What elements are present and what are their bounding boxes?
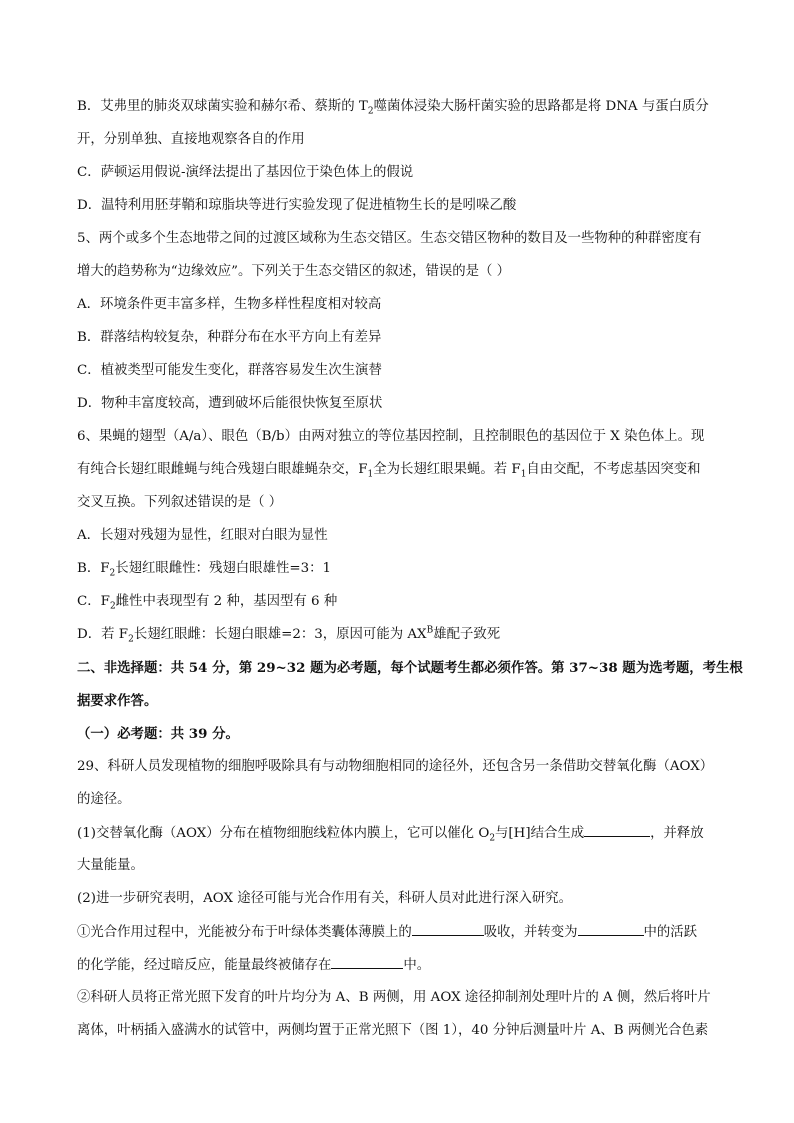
question-5-stem-2: 增大的趋势称为“边缘效应”。下列关于生态交错区的叙述，错误的是（ ） xyxy=(77,264,511,279)
q29-part-2-1: ①光合作用过程中，光能被分布于叶绿体类囊体薄膜上的 吸收，并转变为 中的活跃 xyxy=(77,922,727,942)
option-b-line-1: B．艾弗里的肺炎双球菌实验和赫尔希、蔡斯的 $T_2$噬菌体浸染大肠杆菌实验的思路都是将 DNA 与蛋白质分 xyxy=(77,99,709,117)
answer-blank[interactable] xyxy=(331,955,403,969)
question-29-stem-1: 29、科研人员发现植物的细胞呼吸除具有与动物细胞相同的途径外，还包含另一条借助交替氧化酶（AOX） xyxy=(77,759,714,774)
q29-part-2: (2)进一步研究表明，AOX 途径可能与光合作用有关，科研人员对此进行深入研究。 xyxy=(77,891,573,906)
q5-option-d: D．物种丰富度较高，遭到破坏后能很快恢复至原状 xyxy=(77,396,383,411)
q6-option-b: B．$F_2$长翅红眼雌性：残翅白眼雄性=3：1 xyxy=(77,561,331,579)
section-2-heading-1: 二、非选择题：共 54 分，第 29~32 题为必考题，每个试题考生都必须作答。第 37~38 题为选考题，考生根 xyxy=(77,660,743,676)
required-questions-heading: （一）必考题：共 39 分。 xyxy=(77,726,239,742)
q29-part-2-2-cont: 离体，叶柄插入盛满水的试管中，两侧均置于正常光照下（图 1），40 分钟后测量叶片 A、B 两侧光合色素 xyxy=(77,1023,709,1038)
q6-option-c: C．$F_2$雌性中表现型有 2 种，基因型有 6 种 xyxy=(77,594,338,612)
question-6-stem-1: 6、果蝇的翅型（A/a）、眼色（B/b）由两对独立的等位基因控制，且控制眼色的基因位于 X 染色体上。现 xyxy=(77,429,705,444)
q29-part-2-2: ②科研人员将正常光照下发育的叶片均分为 A、B 两侧，用 AOX 途径抑制剂处理叶片的 A 侧，然后将叶片 xyxy=(77,990,711,1005)
question-6-stem-2: 有纯合长翅红眼雌蝇与纯合残翅白眼雄蝇杂交，$F_1$全为长翅红眼果蝇。若 $F_1$自由交配，不考虑基因突变和 xyxy=(77,462,701,480)
answer-blank[interactable] xyxy=(584,823,650,837)
option-d: D．温特利用胚芽鞘和琼脂块等进行实验发现了促进植物生长的是吲哚乙酸 xyxy=(77,198,517,213)
q6-option-a: A．长翅对残翅为显性，红眼对白眼为显性 xyxy=(77,528,328,543)
answer-blank[interactable] xyxy=(412,922,484,936)
q29-part-1-cont: 大量能量。 xyxy=(77,858,144,873)
section-2-heading-2: 据要求作答。 xyxy=(77,693,158,709)
q5-option-b: B．群落结构较复杂，种群分布在水平方向上有差异 xyxy=(77,330,382,345)
q29-part-2-1-cont: 的化学能，经过暗反应，能量最终被储存在 中。 xyxy=(77,955,727,975)
option-b-line-2: 开，分别单独、直接地观察各自的作用 xyxy=(77,132,305,147)
q5-option-a: A．环境条件更丰富多样，生物多样性程度相对较高 xyxy=(77,297,382,312)
q6-option-d: D．若 $F_2$长翅红眼雌：长翅白眼雄=2：3，原因可能为 $AX^B$雄配子致死 xyxy=(77,625,501,645)
question-5-stem-1: 5、两个或多个生态地带之间的过渡区域称为生态交错区。生态交错区物种的数目及一些物种的种群密度有 xyxy=(77,231,702,246)
q29-part-1: (1)交替氧化酶（AOX）分布在植物细胞线粒体内膜上，它可以催化 $O_2$与[H]结合生成 ，并释放 xyxy=(77,823,727,843)
question-6-stem-3: 交叉互换。下列叙述错误的是（ ） xyxy=(77,495,283,510)
q5-option-c: C．植被类型可能发生变化，群落容易发生次生演替 xyxy=(77,363,382,378)
question-29-stem-2: 的途径。 xyxy=(77,792,131,807)
answer-blank[interactable] xyxy=(578,922,644,936)
option-c: C．萨顿运用假说-演绎法提出了基因位于染色体上的假说 xyxy=(77,165,414,180)
